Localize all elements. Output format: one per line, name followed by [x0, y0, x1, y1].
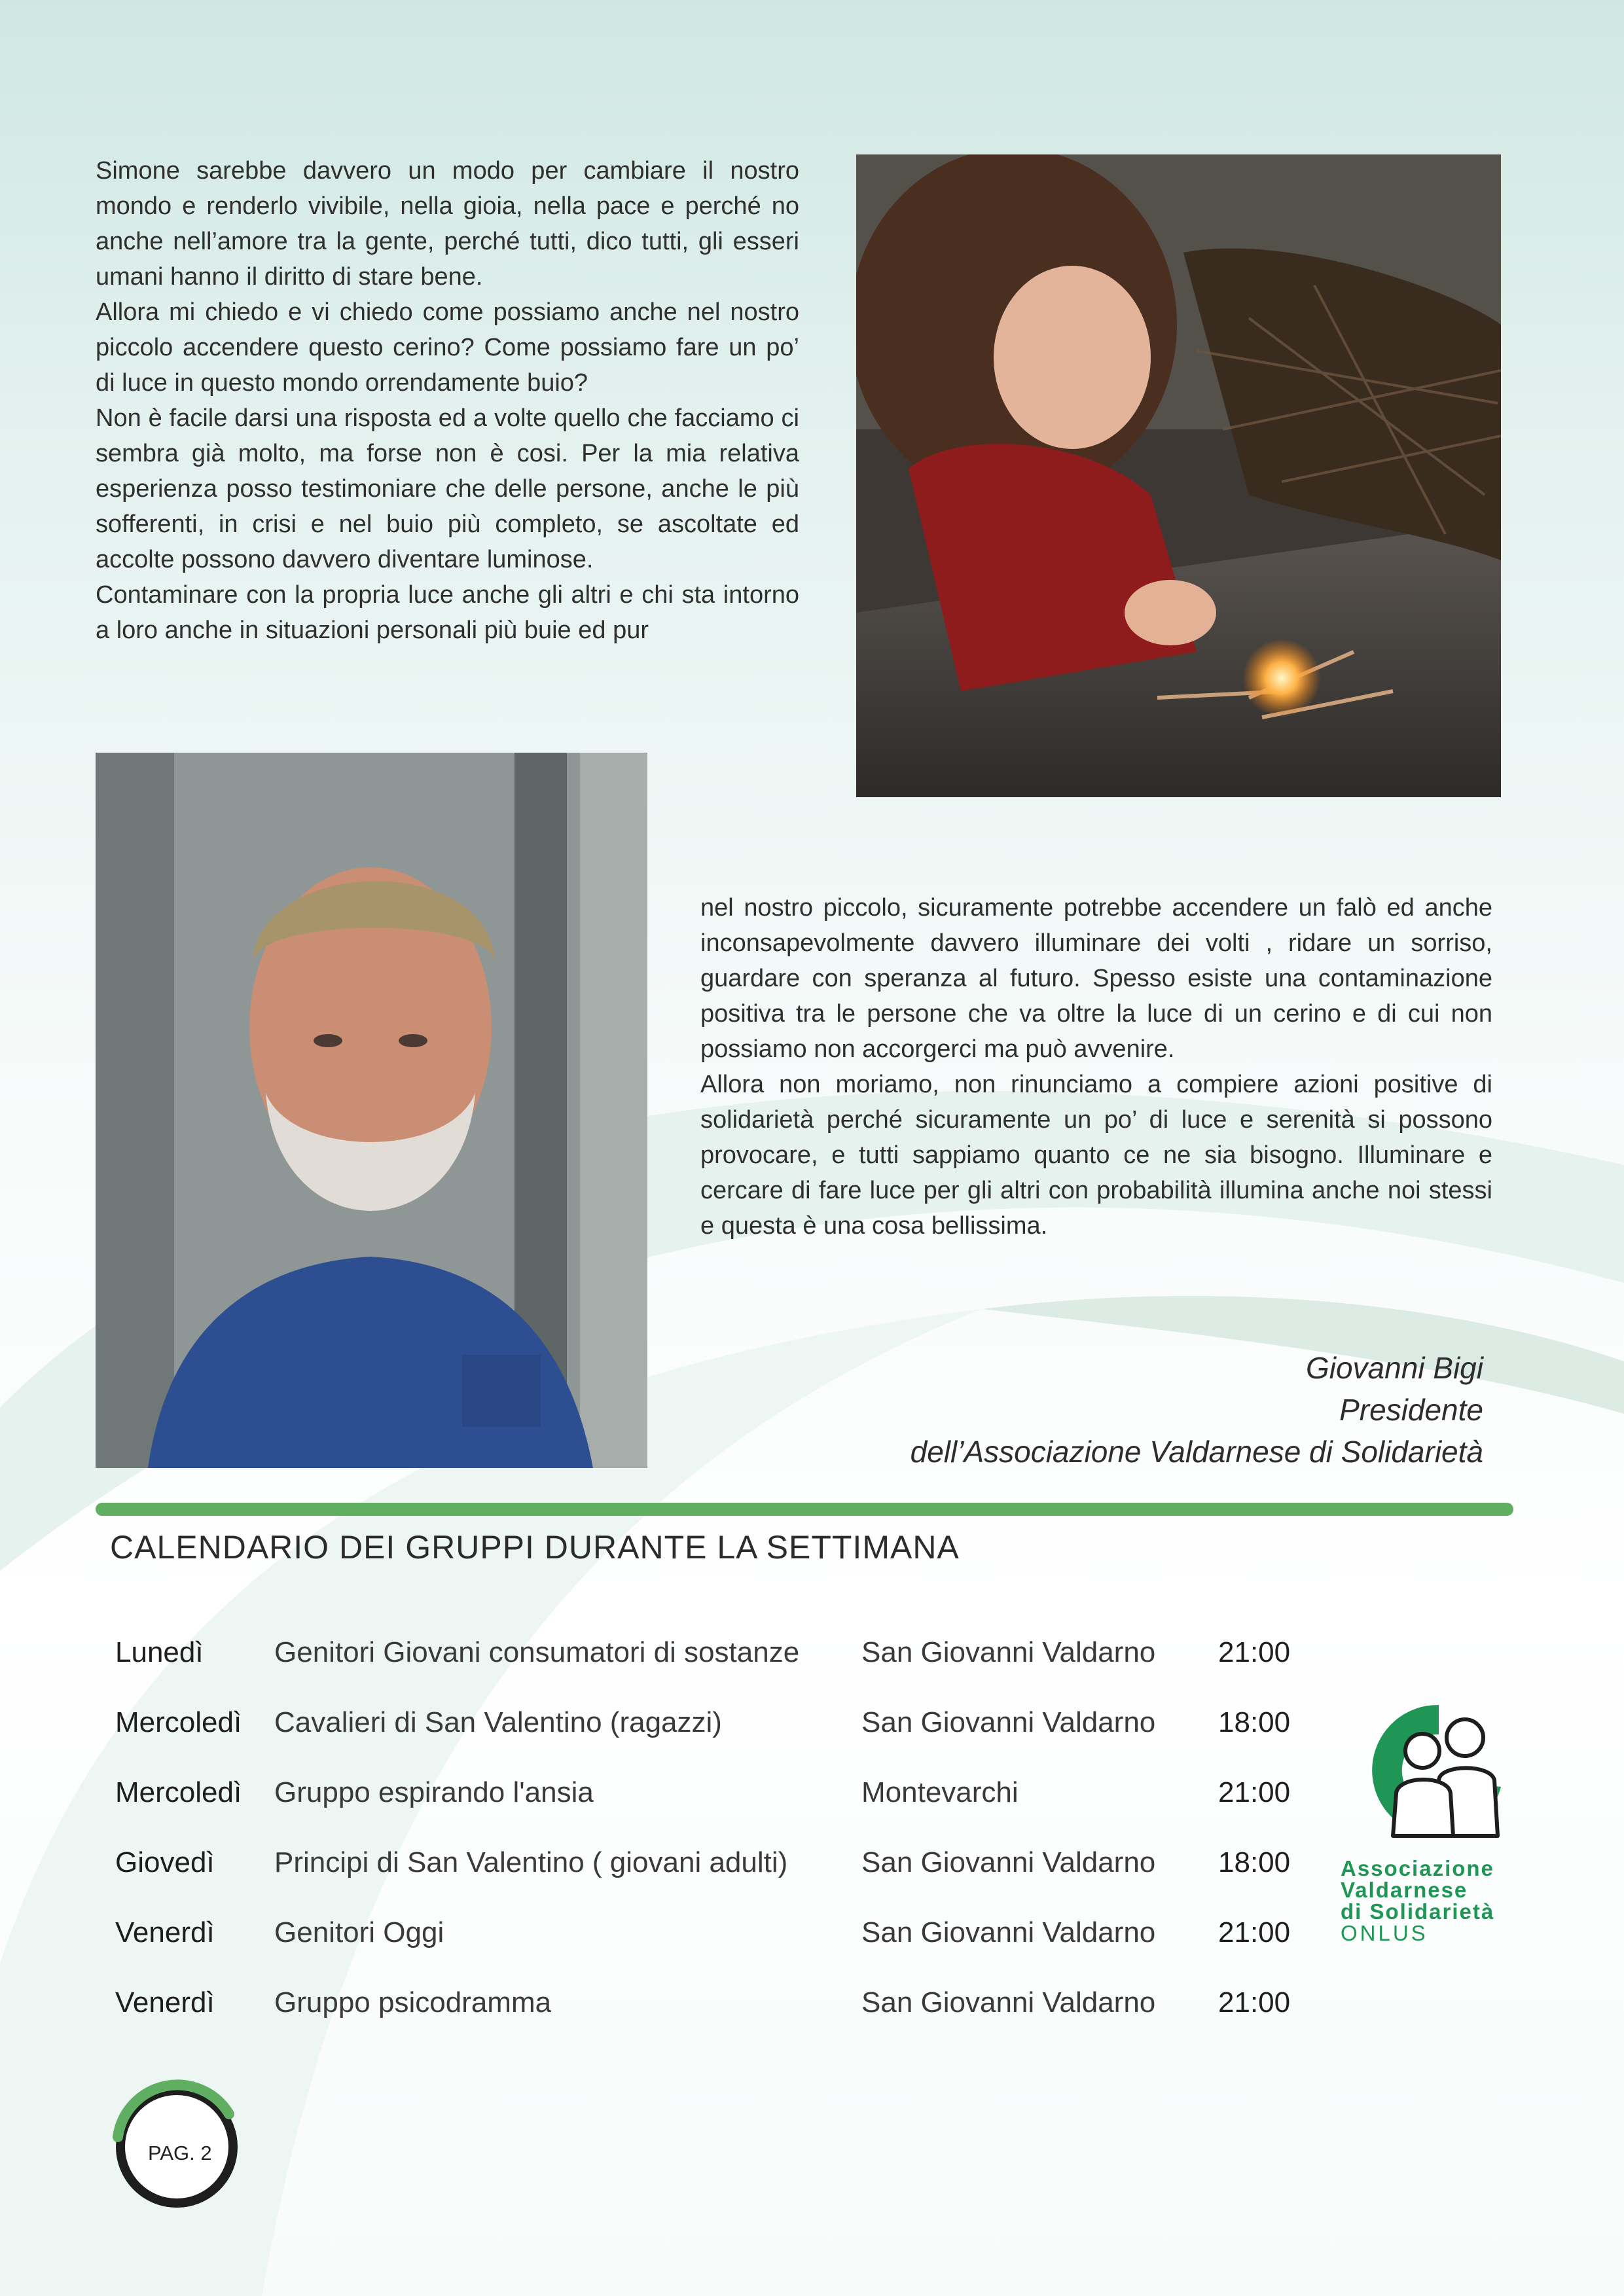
calendar-group: Genitori Oggi	[274, 1916, 444, 1948]
calendar-time: 21:00	[1218, 1776, 1291, 1808]
association-logo	[1341, 1702, 1537, 1950]
calendar-group: Gruppo espirando l'ansia	[274, 1776, 594, 1808]
child-lighting-match-photo	[856, 154, 1501, 797]
calendar-group: Cavalieri di San Valentino (ragazzi)	[274, 1706, 722, 1738]
calendar-time: 18:00	[1218, 1706, 1291, 1738]
calendar-day: Venerdì	[115, 1986, 215, 2018]
calendar-place: San Giovanni Valdarno	[861, 1636, 1156, 1668]
intro-paragraph: Allora mi chiedo e vi chiedo come possiamo anche nel nostro piccolo accendere questo cerino? Come possiamo fare un po’ di luce in questo mondo orrendamente buio?	[96, 298, 799, 397]
closing-text	[700, 890, 1492, 1244]
calendar-group: Gruppo psicodramma	[274, 1986, 552, 2018]
calendar-row	[115, 1986, 1313, 2056]
calendar-row	[115, 1636, 1313, 1706]
logo-text-line: ONLUS	[1341, 1921, 1428, 1945]
calendar-title: CALENDARIO DEI GRUPPI DURANTE LA SETTIMANA	[110, 1529, 960, 1566]
calendar-day: Mercoledì	[115, 1776, 242, 1808]
calendar-row	[115, 1916, 1313, 1986]
logo-text-line: di Solidarietà	[1341, 1899, 1495, 1924]
intro-paragraph: Simone sarebbe davvero un modo per cambiare il nostro mondo e renderlo vivibile, nella gioia, nella pace e perché no anche nell’amore tra la gente, perché tutti, dico tutti, gli esseri umani hanno il diritto di stare bene.	[96, 157, 799, 291]
closing-paragraph: nel nostro piccolo, sicuramente potrebbe accendere un falò ed anche inconsapevolmente davvero illuminare dei volti , ridare un sorriso, guardare con speranza al futuro. Spesso esiste una contaminazione positiva tra le persone che va oltre la luce di un cerino e di cui non possiamo non accorgerci ma può avvenire.	[700, 894, 1492, 1063]
calendar-place: San Giovanni Valdarno	[861, 1986, 1156, 2018]
calendar-place: San Giovanni Valdarno	[861, 1706, 1156, 1738]
page-number: PAG. 2	[148, 2142, 212, 2164]
calendar-group: Genitori Giovani consumatori di sostanze	[274, 1636, 800, 1668]
calendar-day: Mercoledì	[115, 1706, 242, 1738]
calendar-row	[115, 1846, 1313, 1916]
calendar-group: Principi di San Valentino ( giovani adulti)	[274, 1846, 788, 1878]
calendar-place: San Giovanni Valdarno	[861, 1916, 1156, 1948]
intro-paragraph: Contaminare con la propria luce anche gli altri e chi sta intorno a loro anche in situazioni personali più buie ed pur	[96, 581, 799, 644]
calendar-time: 21:00	[1218, 1636, 1291, 1668]
intro-paragraph: Non è facile darsi una risposta ed a volte quello che facciamo ci sembra già molto, ma forse non è cosi. Per la mia relativa esperienza posso testimoniare che delle persone, anche le più sofferenti, in crisi e nel buio più completo, se ascoltate ed accolte possono davvero diventare luminose.	[96, 404, 799, 573]
calendar-day: Giovedì	[115, 1846, 215, 1878]
intro-text	[96, 153, 799, 648]
calendar-row	[115, 1706, 1313, 1776]
calendar-day: Venerdì	[115, 1916, 215, 1948]
signature-name: Giovanni Bigi	[1305, 1351, 1483, 1385]
calendar-row	[115, 1776, 1313, 1846]
section-divider	[96, 1503, 1513, 1516]
closing-paragraph: Allora non moriamo, non rinunciamo a compiere azioni positive di solidarietà perché sicuramente un po’ di luce e serenità si possono provocare, e tutti sappiamo quanto ce ne sia bisogno. Illuminare e cercare di fare luce per gli altri con probabilità illumina anche noi stessi e questa è una cosa bellissima.	[700, 1071, 1492, 1240]
calendar-table	[115, 1636, 1313, 2056]
calendar-place: Montevarchi	[861, 1776, 1019, 1808]
calendar-time: 21:00	[1218, 1986, 1291, 2018]
signature-block	[911, 1347, 1483, 1473]
calendar-time: 18:00	[1218, 1846, 1291, 1878]
calendar-time: 21:00	[1218, 1916, 1291, 1948]
calendar-place: San Giovanni Valdarno	[861, 1846, 1156, 1878]
signature-organization: dell’Associazione Valdarnese di Solidarietà	[910, 1435, 1483, 1469]
bearded-man-portrait-photo	[96, 753, 647, 1468]
logo-text-line: Valdarnese	[1341, 1878, 1468, 1902]
logo-text-line: Associazione	[1341, 1856, 1494, 1880]
people-icon	[1367, 1702, 1511, 1839]
calendar-day: Lunedì	[115, 1636, 204, 1668]
signature-role: Presidente	[1339, 1393, 1483, 1427]
